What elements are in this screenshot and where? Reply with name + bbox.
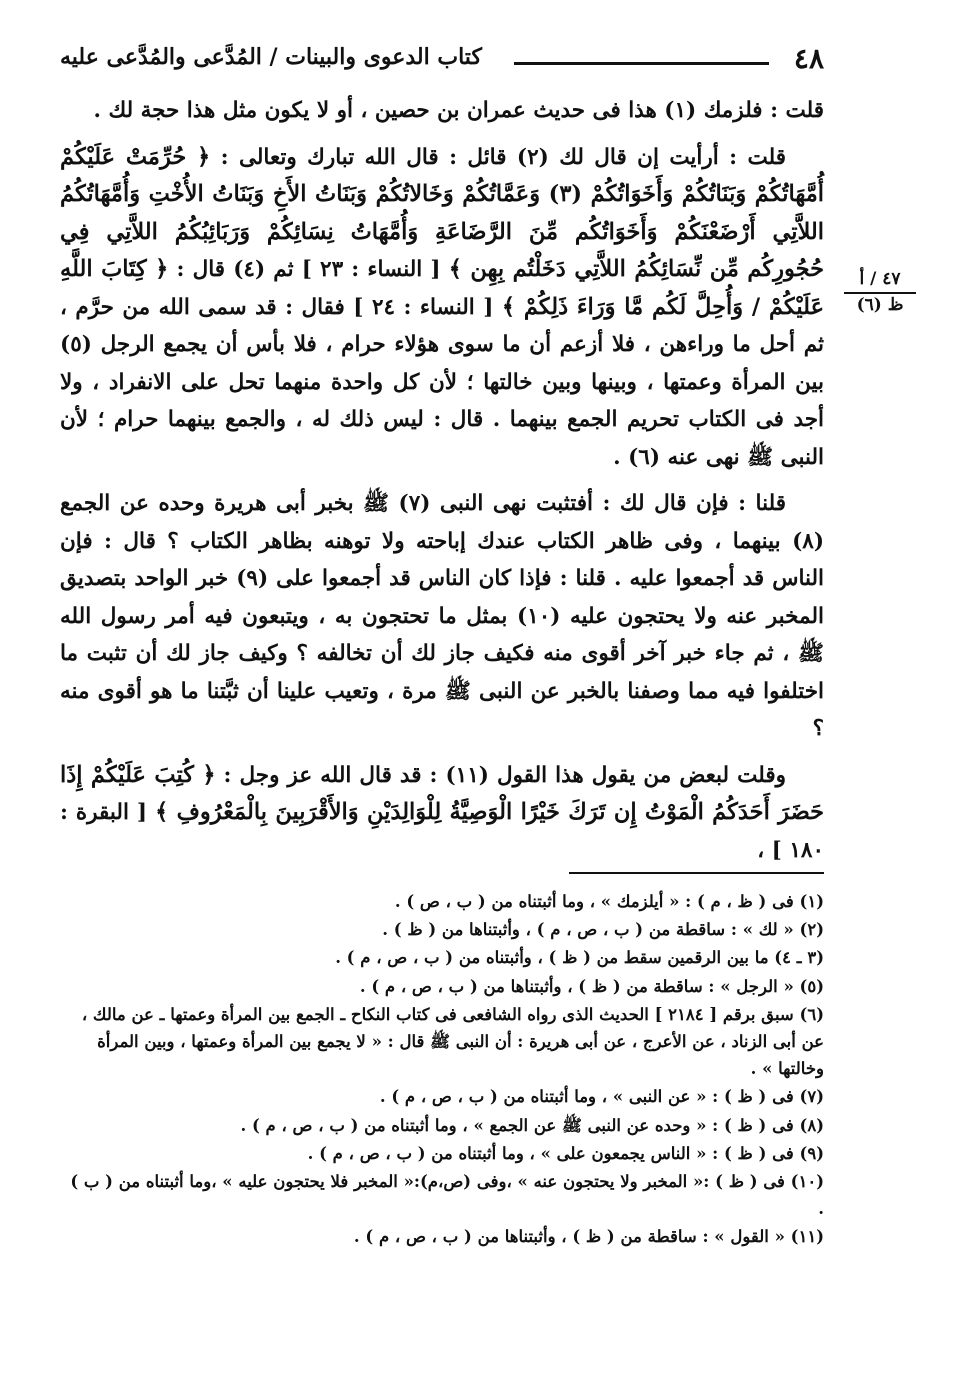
paragraph-1: [60, 92, 824, 130]
footnotes: [60, 888, 824, 1252]
quran-verse: ﴿ حُرِّمَتْ عَلَيْكُمْ أُمَّهَاتُكُمْ وَبَنَاتُكُمْ وَأَخَوَاتُكُمْ (٣) وَعَمَّاتُكُمْ وَخَالاتُكُمْ وَبَنَاتُ الأَخِ وَبَنَاتُ الأُخْتِ وَأُمَّهَاتُكُمُ اللاَّتِي أَرْضَعْنَكُمْ وَأَخَوَاتُكُم مِّنَ الرَّضَاعَةِ وَأُمَّهَاتُ نِسَائِكُمْ وَرَبَائِبُكُمُ اللاَّتِي فِي حُجُورِكُم مِّن نِّسَائِكُمُ اللاَّتِي دَخَلْتُم بِهِن ﴾: [60, 143, 825, 282]
footnote: (٥) « الرجل » : ساقطة من ( ظ ) ، وأثبتناها من ( ب ، ص ، م ) .: [359, 976, 824, 996]
footnote: (٨) فى ( ظ ) : « وحده عن النبى ﷺ عن الجمع » ، وما أثبتناه من ( ب ، ص ، م ) .: [240, 1115, 824, 1135]
footnote-separator: [569, 872, 824, 874]
margin-manuscript-reference: [844, 268, 916, 316]
paragraph-text: قلنا : فإن قال لك : أفتثبت نهى النبى (٧) ﷺ بخبر أبى هريرة وحده عن الجمع (٨) بينهما ، وفى ظاهر الكتاب عندك إباحته ولا توهنه بظاهر الكتاب ؟ قال : فإن الناس قد أجمعوا عليه . قلنا : فإذا كان الناس قد أجمعوا على (٩) خبر الواحد بتصديق المخبر عنه ولا يحتجون عليه (١٠) بمثل ما تحتجون به ، ويتبعون فيه أمر رسول الله ﷺ ، ثم جاء خبر آخر أقوى منه فكيف جاز لك أن تخالفه ؟ وكيف جاز لك أن تثبت ما اختلفوا فيه مما وصفنا بالخبر عن النبى ﷺ مرة ، وتعيب علينا أن ثبَّتنا ما هو أقوى منه ؟: [60, 491, 825, 741]
footnote: (٣ ـ ٤) ما بين الرقمين سقط من ( ظ ) ، وأثبتناه من ( ب ، ص ، م ) .: [335, 948, 824, 968]
margin-folio: ٤٧ / أ: [844, 268, 916, 294]
paragraph-text: [ النساء : ٢٣ ] ثم (٤) قال :: [168, 257, 449, 282]
paragraph-4: [60, 757, 824, 870]
paragraph-text: وقلت لبعض من يقول هذا القول (١١) : قد قال الله عز وجل :: [215, 762, 786, 788]
footnote: (٩) فى ( ظ ) : « الناس يجمعون على » ، وما أثبتناه من ( ب ، ص ، م ) .: [307, 1143, 824, 1163]
footnote: (١) فى ( ظ ، م ) : « أيلزمك » ، وما أثبتناه من ( ب ، ص ) .: [394, 892, 824, 911]
footnote: (٧) فى ( ظ ) : « عن النبى » ، وما أثبتناه من ( ب ، ص ، م ) .: [379, 1087, 824, 1107]
running-title: كتاب الدعوى والبينات / المُدَّعى والمُدَّعى عليه: [60, 44, 482, 70]
footnote: (٦) سبق برقم [ ٢١٨٤ ] الحديث الذى رواه الشافعى فى كتاب النكاح ـ الجمع بين المرأة وعمتها ـ عن مالك ، عن أبى الزناد ، عن الأعرج ، عن أبى هريرة : أن النبى ﷺ قال : « لا يجمع بين المرأة وعمتها ، وبين المرأة وخالتها » .: [81, 1004, 824, 1079]
paragraph-text: [ البقرة : ١٨٠ ] ،: [60, 800, 824, 863]
quran-verse: ﴿ كِتَابَ اللَّهِ عَلَيْكُمْ / وَأُحِلَّ لَكُم مَّا وَرَاءَ ذَلِكُمْ ﴾: [60, 256, 825, 320]
paragraph-text: قلت : أرأيت إن قال لك (٢) قائل : قال الله تبارك وتعالى :: [210, 144, 786, 170]
main-text: [60, 92, 824, 878]
paragraph-2: [60, 139, 824, 477]
paragraph-text: قلت : فلزمك (١) هذا فى حديث عمران بن حصين ، أو لا يكون مثل هذا حجة لك .: [93, 98, 824, 123]
paragraph-text: [ النساء : ٢٤ ] فقال : قد سمى الله من حرَّم ، ثم أحل ما وراءهن ، فلا أزعم أن ما سوى هؤلاء حرام ، فلا بأس أن يجمع الرجل (٥) بين المرأة وعمتها ، وبينها وبين خالتها ؛ لأن كل واحدة منهما تحل على الانفراد ، ولا أجد فى الكتاب تحريم الجمع بينهما . قال : ليس ذلك له ، والجمع بينهما حرام ؛ لأن النبى ﷺ نهى عنه (٦) .: [60, 294, 824, 470]
header-rule: [514, 62, 769, 65]
footnote: (١١) « القول » : ساقطة من ( ظ ) ، وأثبتناها من ( ب ، ص ، م ) .: [353, 1227, 824, 1247]
page-header: [60, 40, 824, 80]
paragraph-3: [60, 485, 824, 748]
margin-manuscript: ظ (٦): [856, 295, 904, 315]
page-number: ٤٨: [793, 42, 824, 75]
quran-verse: ﴿ كُتِبَ عَلَيْكُمْ إِذَا حَضَرَ أَحَدَكُمُ الْمَوْتُ إِن تَرَكَ خَيْرًا الْوَصِيَّةُ لِلْوَالِدَيْنِ وَالأَقْرَبِينَ بِالْمَعْرُوفِ ﴾: [60, 761, 824, 825]
footnote: (١٠) فى ( ظ ) :« المخبر ولا يحتجون عنه » ،وفى (ص،م):« المخبر فلا يحتجون عليه » ،وما أثبتناه من ( ب ) .: [70, 1172, 824, 1219]
footnote: (٢) « لك » : ساقطة من ( ب ، ص ، م ) ، وأثبتناها من ( ظ ) .: [382, 920, 824, 940]
